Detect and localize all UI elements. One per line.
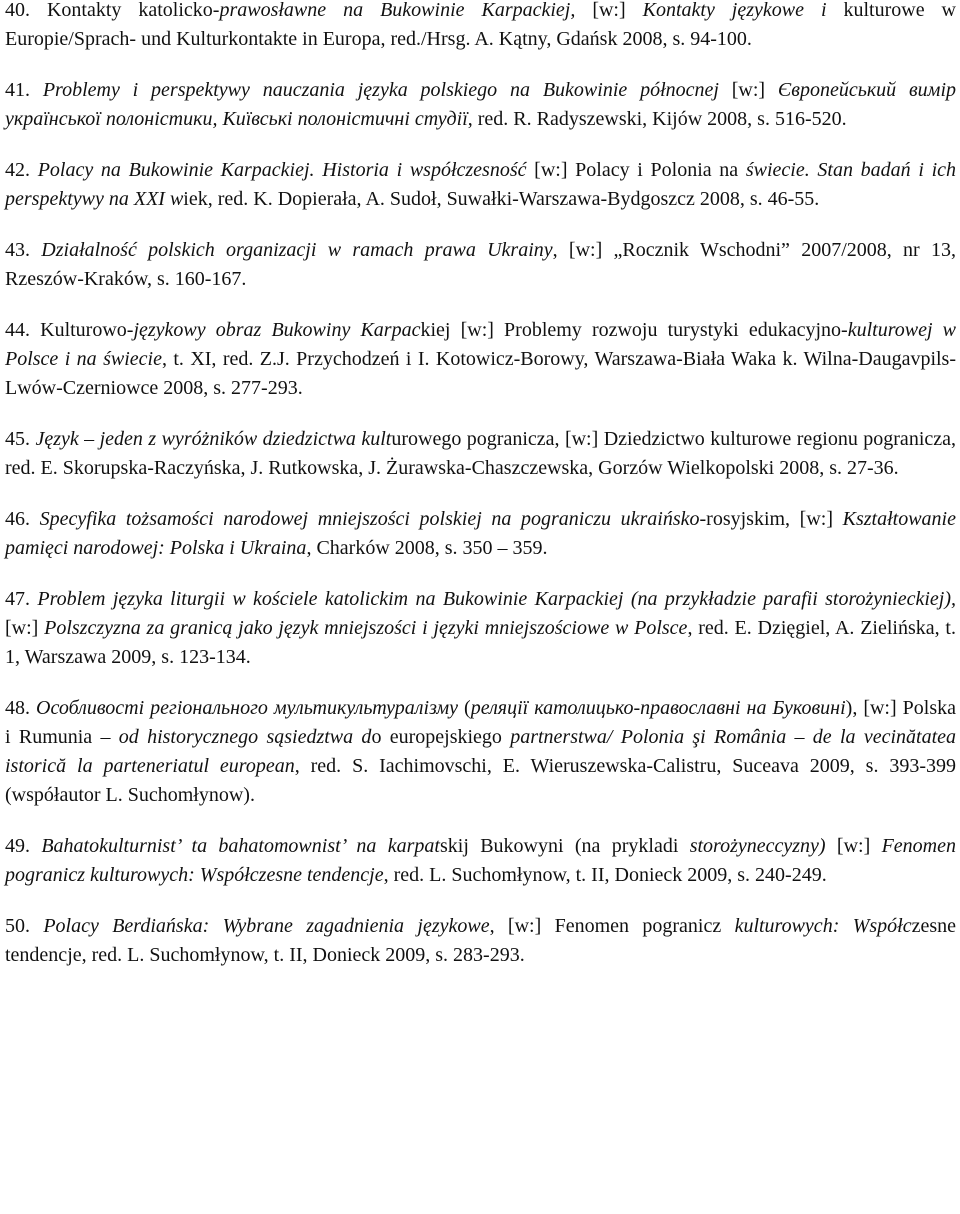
entry-text-segment: -rosyjskim, [w:]	[699, 508, 843, 530]
entry-text-segment: urowego pogranicza, [w:] Dziedzictwo kulturowe regionu pogranicza, red. E. Skorupska-Raczyńska, J. Rutkowska, J. Żurawska-Chaszczewska, Gorzów Wielkopolski 2008, s. 27-36.	[5, 428, 957, 479]
entry-title-segment: Problem języka liturgii w kościele katolickim na Bukowinie Karpackiej (na przykładzie parafii storożynieckiej),	[37, 588, 956, 610]
bibliography-entry	[5, 425, 956, 483]
entry-text-segment: 50.	[5, 915, 44, 937]
entry-title-segment: Kształtowanie pamięci narodowej: Polska i Ukraina	[5, 508, 956, 559]
entry-text-segment: , red. R. Radyszewski, Kijów 2008, s. 516-520.	[467, 108, 847, 130]
entry-title-segment: storożyneccyzny)	[689, 835, 826, 857]
entry-text-segment: 48.	[5, 697, 37, 719]
entry-title-segment: Polacy na Bukowinie Karpackiej. Historia i współczesność	[37, 159, 527, 181]
entry-title-segment: Fenomen pogranicz kulturowych: Współczesne tendencje	[5, 835, 956, 886]
entry-title-segment: Język – jeden z wyróżników dziedzictwa kult	[35, 428, 392, 450]
entry-text-segment: [w:] Polacy i Polonia na	[526, 159, 746, 181]
entry-text-segment: 46.	[5, 508, 40, 530]
bibliography-entry	[5, 694, 956, 810]
entry-title-segment: Особливості регіонального мультикультуралізму	[36, 697, 459, 719]
entry-title-segment: od historycznego sąsiedztwa d	[118, 726, 372, 748]
entry-title-segment: Polszczyzna za granicą jako język mniejszości i języki mniejszościowe w Polsce	[44, 617, 688, 639]
entry-title-segment: kulturowych: Współc	[734, 915, 912, 937]
bibliography-entry	[5, 505, 956, 563]
entry-text-segment: kiej [w:] Problemy rozwoju turystyki edukacyjno-	[420, 319, 848, 341]
entry-text-segment: , t. XI, red. Z.J. Przychodzeń i I. Kotowicz-Borowy, Warszawa-Biała Waka k. Wilna-Daugavpils-Lwów-Czerniowce 2008, s. 277-293.	[5, 348, 957, 399]
bibliography-list	[5, 0, 956, 970]
entry-text-segment: 43.	[5, 239, 42, 261]
bibliography-entry	[5, 236, 956, 294]
entry-text-segment: o europejskiego	[371, 726, 511, 748]
entry-title-segment: Polacy Berdiańska: Wybrane zagadnienia językowe	[43, 915, 490, 937]
entry-text-segment: , red. S. Iachimovschi, E. Wieruszewska-Calistru, Suceava 2009, s. 393-399 (współautor L. Suchomłynow).	[5, 755, 957, 806]
entry-title-segment: prawosławne na Bukowinie Karpackiej,	[219, 0, 576, 21]
entry-title-segment: Європейський вимір української полоністики, Київські полоністичні студії	[5, 79, 956, 130]
bibliography-entry	[5, 316, 956, 403]
entry-text-segment: 45.	[5, 428, 36, 450]
entry-title-segment: Bahatokulturnist’ ta bahatomownist’ na karpat	[41, 835, 440, 857]
entry-text-segment: 41.	[5, 79, 43, 101]
entry-title-segment: językowy obraz Bukowiny Karpac	[133, 319, 421, 341]
bibliography-entry	[5, 912, 956, 970]
entry-text-segment: 47.	[5, 588, 38, 610]
entry-title-segment: Problemy i perspektywy nauczania języka polskiego na Bukowinie północnej	[42, 79, 719, 101]
entry-text-segment: , [w:] Fenomen pogranicz	[489, 915, 735, 937]
entry-text-segment: iek, red. K. Dopierała, A. Sudoł, Suwałki-Warszawa-Bydgoszcz 2008, s. 46-55.	[183, 188, 820, 210]
entry-text-segment: (	[458, 697, 471, 719]
bibliography-entry	[5, 832, 956, 890]
entry-title-segment: Specyfika tożsamości narodowej mniejszości polskiej na pograniczu ukraińsko	[39, 508, 700, 530]
entry-text-segment: , red. E. Dzięgiel, A. Zielińska, t. 1, Warszawa 2009, s. 123-134.	[5, 617, 956, 668]
entry-text-segment: , Charków 2008, s. 350 – 359.	[306, 537, 548, 559]
entry-text-segment: 42.	[5, 159, 38, 181]
entry-title-segment: partnerstwa/ Polonia şi România – de la vecinătatea istorică la parteneriatul european	[5, 726, 957, 777]
bibliography-entry	[5, 156, 956, 214]
entry-text-segment: [w:]	[5, 617, 45, 639]
entry-text-segment: zesne tendencje, red. L. Suchomłynow, t. II, Donieck 2009, s. 283-293.	[5, 915, 956, 966]
bibliography-entry	[5, 585, 956, 672]
bibliography-entry	[5, 76, 956, 134]
entry-title-segment: реляції католицько-православні на Буковині	[470, 697, 846, 719]
entry-title-segment: świecie. Stan badań i ich perspektywy na XXI w	[5, 159, 957, 210]
entry-title-segment: kulturowej w Polsce i na świecie	[5, 319, 956, 370]
entry-text-segment: , [w:] „Rocznik Wschodni” 2007/2008, nr 13, Rzeszów-Kraków, s. 160-167.	[5, 239, 956, 290]
entry-text-segment: 40. Kontakty katolicko-	[5, 0, 220, 21]
entry-text-segment: [w:]	[575, 0, 643, 21]
entry-text-segment: 49.	[5, 835, 42, 857]
bibliography-entry	[5, 0, 956, 54]
entry-text-segment: ), [w:] Polska i Rumunia –	[5, 697, 956, 748]
entry-text-segment: [w:]	[718, 79, 778, 101]
entry-text-segment: , red. L. Suchomłynow, t. II, Donieck 2009, s. 240-249.	[383, 864, 827, 886]
entry-text-segment: [w:]	[825, 835, 882, 857]
entry-text-segment: kulturowe w Europie/Sprach- und Kulturkontakte in Europa, red./Hrsg. A. Kątny, Gdańsk 2008, s. 94-100.	[5, 0, 956, 50]
entry-title-segment: Kontakty językowe i	[642, 0, 827, 21]
entry-text-segment: 44. Kulturowo-	[5, 319, 134, 341]
entry-title-segment: Działalność polskich organizacji w ramach prawa Ukrainy	[41, 239, 553, 261]
entry-text-segment: skij Bukowyni (na prykladi	[439, 835, 690, 857]
